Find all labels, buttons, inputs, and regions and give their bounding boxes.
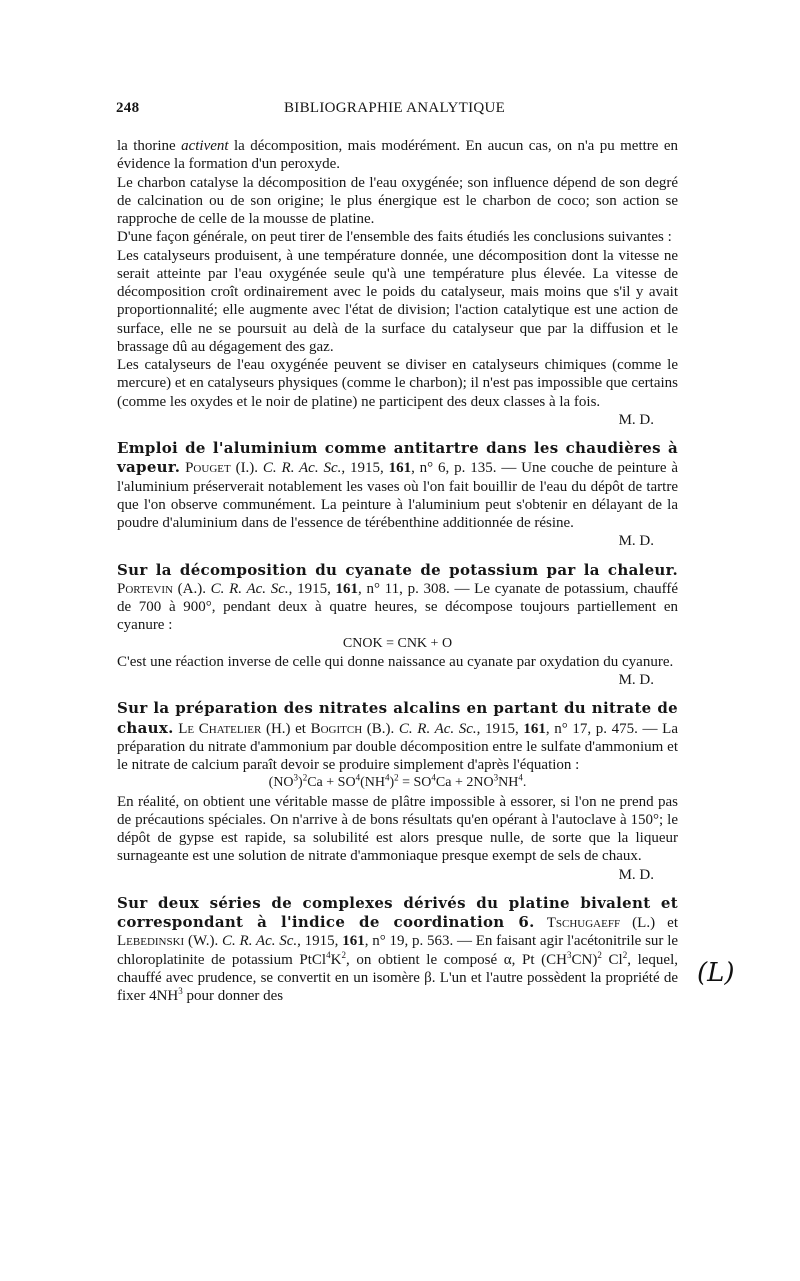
eq-part: NH <box>498 775 519 791</box>
journal-name: C. R. Ac. Sc. <box>398 720 477 737</box>
eq-part: ) <box>389 775 395 791</box>
subscript: 3 <box>178 986 183 996</box>
abstract-text: pour donner des <box>182 988 284 1004</box>
eq-sup: 4 <box>384 772 390 783</box>
signature: M. D. <box>618 672 654 688</box>
journal-name: C. R. Ac. Sc. <box>222 933 298 950</box>
text-body <box>117 137 678 1005</box>
paragraph: En réalité, on obtient une véritable masse de plâtre impossible à essorer, si l'on ne prend pas de précautions spéciales. On n'arrive à de bons résultats qu'en opérant à l'autoclave à 150°; le dépôt de gypse est rapide, sa solubilité est alors presque nulle, de sorte que la liqueur surnageante est une solution de nitrate d'ammoniaque presque exempt de sels de chaux. <box>117 793 678 865</box>
italic-text: activent <box>181 138 229 154</box>
equation: CNOK = CNK + O <box>342 635 453 651</box>
entry-title: Emploi de l'aluminium comme antitartre dans les chaudières à vapeur. <box>117 439 678 477</box>
eq-sup: 4 <box>518 772 523 783</box>
year: , 1915, <box>288 580 336 597</box>
abstract-text: CN) <box>571 951 598 968</box>
paragraph: C'est une réaction inverse de celle qui donne naissance au cyanate par oxydation du cyanure. <box>117 653 674 670</box>
abstract-text: En faisant agir l'acétonitrile sur le chloroplatinite de potassium PtCl <box>117 933 679 968</box>
volume: 161 <box>342 933 365 950</box>
text: la décomposition, mais modérément. En aucun cas, on n'a pu mettre en évidence la formation d'un peroxyde. <box>117 138 678 173</box>
entry-paragraph <box>117 699 678 774</box>
equation <box>117 774 678 792</box>
entry-title: Sur deux séries de complexes dérivés du platine bivalent et correspondant à l'indice de coordination 6. <box>117 893 678 931</box>
abstract-text: Cl <box>601 951 623 968</box>
abstract-text: , on obtient le composé α, Pt (CH <box>345 951 568 968</box>
year: , 1915, <box>297 933 343 950</box>
volume: 161 <box>335 580 359 597</box>
author-name: Bogitch <box>310 720 363 737</box>
signature: M. D. <box>618 533 654 550</box>
year: , 1915, <box>341 460 389 477</box>
reference: , n° 19, p. 563. — <box>364 933 476 950</box>
signature: M. D. <box>618 866 654 883</box>
eq-part: Ca + 2NO <box>435 775 494 791</box>
reference: , n° 11, p. 308. — <box>358 580 475 597</box>
paragraph: Les catalyseurs produisent, à une température donnée, une décomposition dont la vitesse ne serait atteinte par l'eau oxygénée seule qu'à une température plus élevée. La vitesse de décomposition croît ordinairement avec le poids du catalyseur, mais moins que s'il y avait proportionnalité; elle augmente avec l'état de division; l'action catalytique est une action de surface, elle ne se poursuit au delà de la surface du catalyseur que par la diffusion et le brassage dû au dégagement des gaz. <box>117 247 678 355</box>
subscript: 2 <box>622 949 628 960</box>
eq-part: . <box>522 775 527 791</box>
page-header <box>116 100 676 122</box>
abstract-text: Une couche de peinture à l'aluminium préserverait notablement les vases où l'on fait bouillir de l'eau du dépôt de tartre que l'on observe communément. La peinture à l'aluminium peut s'obtenir en délayant de la poudre d'aluminium dans de l'essence de térébenthine additionnée de résine. <box>117 460 679 531</box>
eq-sup: 3 <box>293 772 299 783</box>
eq-part: Ca + SO <box>307 775 356 791</box>
journal-name: C. R. Ac. Sc. <box>262 460 342 477</box>
bibliography-entry <box>117 894 678 1006</box>
author-name: Lebedinski <box>117 933 185 950</box>
eq-sup: 3 <box>493 772 499 783</box>
author-name: Portevin <box>117 580 173 597</box>
author-initials: (A.). <box>172 580 211 597</box>
entry-title: Sur la décomposition du cyanate de potassium par la chaleur. <box>117 560 678 579</box>
eq-part: ) <box>298 775 303 791</box>
author-name: Le Chatelier <box>178 720 262 737</box>
text: Les catalyseurs de l'eau oxygénée peuvent se diviser en catalyseurs chimiques (comme le mercure) et en catalyseurs physiques (comme le charbon); il n'est pas impossible que certains (comme les oxydes et le noir de platine) ne participent des deux classes à la fois. <box>117 357 678 410</box>
abstract-text: K <box>330 951 342 968</box>
reference: , n° 17, p. 475. — <box>545 720 663 737</box>
signature: M. D. <box>618 411 654 428</box>
entry-paragraph <box>117 894 678 1006</box>
page-number: 248 <box>116 100 140 116</box>
volume: 161 <box>388 460 412 477</box>
bibliography-entry <box>117 699 678 884</box>
subscript: 3 <box>567 949 572 960</box>
author-initials: (L.) et <box>620 915 678 931</box>
year: , 1915, <box>476 720 524 737</box>
entry-paragraph <box>117 439 678 532</box>
author-initials: (H.) et <box>261 720 311 737</box>
author-name: Tschugaeff <box>546 915 621 931</box>
abstract-text: Le cyanate de potassium, chauffé de 700 à 900°, pendant deux à quatre heures, se décompose toujours partiellement en cyanure : <box>117 580 679 634</box>
eq-sup: 4 <box>431 772 436 783</box>
eq-sup: 2 <box>302 772 308 783</box>
journal-name: C. R. Ac. Sc. <box>210 580 289 597</box>
entry-title: Sur la préparation des nitrates alcalins en partant du nitrate de chaux. <box>117 699 678 737</box>
entry-paragraph <box>117 561 678 635</box>
eq-part: (NO <box>268 775 294 791</box>
subscript: 2 <box>597 949 602 960</box>
subscript: 2 <box>341 949 346 960</box>
eq-sup: 4 <box>355 772 361 783</box>
paragraph: D'une façon générale, on peut tirer de l'ensemble des faits étudiés les conclusions suivantes : <box>117 229 672 246</box>
paragraph <box>117 356 678 411</box>
eq-sup: 2 <box>394 772 399 783</box>
author-name: Pouget <box>185 460 231 477</box>
abstract-text: La préparation du nitrate d'ammonium par double décomposition entre le sulfate d'ammonium et le nitrate de calcium paraît devoir se produire simplement d'après l'équation : <box>117 720 678 773</box>
bibliography-entry <box>117 439 678 551</box>
handwritten-margin-mark: (L) <box>697 958 735 988</box>
author-initials: (I.). <box>230 460 263 477</box>
eq-part: = SO <box>398 775 432 791</box>
subscript: 4 <box>326 949 331 960</box>
text: la thorine <box>117 138 182 154</box>
running-title: BIBLIOGRAPHIE ANALYTIQUE <box>284 100 506 116</box>
eq-part: (NH <box>360 775 385 791</box>
paragraph <box>117 137 678 174</box>
paragraph: Le charbon catalyse la décomposition de l'eau oxygénée; son influence dépend de son degré de calcination ou de son origine; le plus énergique est le charbon de coco; son action se rapproche de celle de la mousse de platine. <box>117 174 678 227</box>
bibliography-entry <box>117 561 678 690</box>
reference: , n° 6, p. 135. — <box>411 460 522 477</box>
author-initials: (W.). <box>184 933 223 950</box>
abstract-text: , lequel, chauffé avec prudence, se convertit en un isomère β. L'un et l'autre possèdent la propriété de fixer 4NH <box>117 951 678 1004</box>
volume: 161 <box>523 720 546 737</box>
author-initials: (B.). <box>362 720 399 737</box>
